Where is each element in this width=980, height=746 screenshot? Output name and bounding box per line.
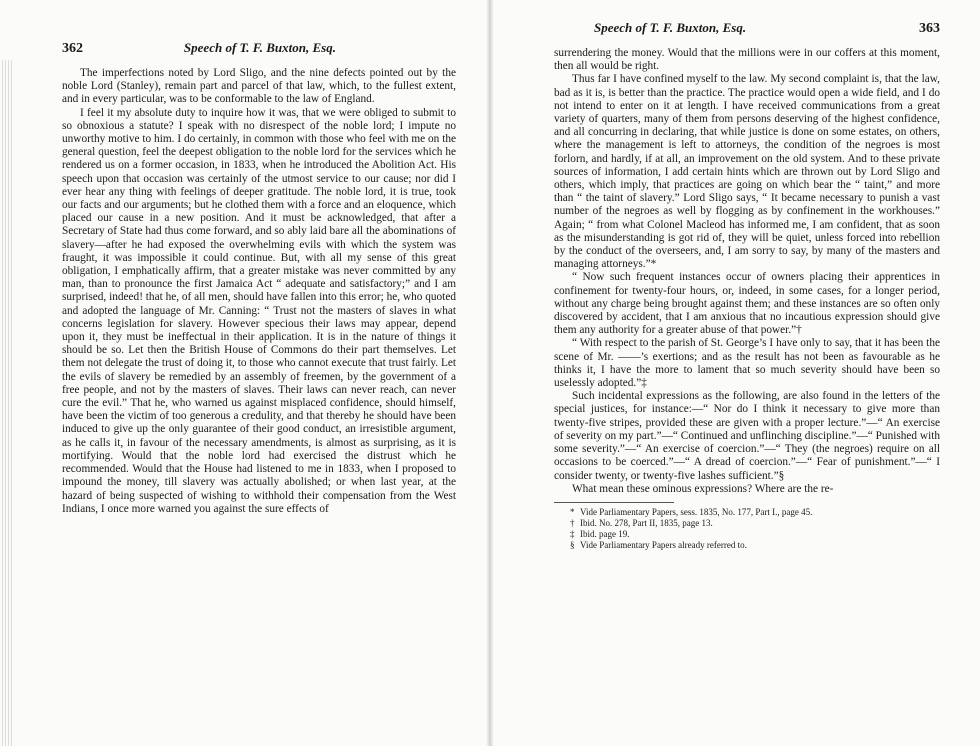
paragraph: What mean these ominous expressions? Where are the re-	[572, 482, 834, 495]
footnote-mark: †	[570, 517, 575, 528]
footnotes	[554, 507, 940, 551]
left-page-body	[62, 67, 456, 516]
footnote-text: Vide Parliamentary Papers, sess. 1835, No. 177, Part I., page 45.	[580, 506, 813, 517]
right-page-body	[554, 47, 940, 496]
right-page	[492, 0, 980, 746]
left-page-header	[62, 40, 456, 57]
running-title: Speech of T. F. Buxton, Esq.	[183, 40, 336, 55]
paragraph: Thus far I have confined myself to the law. My second complaint is, that the law, bad as it is, is better than the practice. The practice would open a wide field, and I do not intend to enter on it at length. I have received communications from a great variety of quarters, many of them from persons deserving of the highest confidence, and all concurring in declaring, that while justice is done on some estates, on others, where the management is left to attorneys, the condition of the negroes is most forlorn, and hardly, if at all, an improvement on the old system. And to these private sources of information, I add certain hints which are thrown out by Lord Sligo and others, which imply, that practices are going on which bear the “ taint,” and more than “ the taint of slavery.” Lord Sligo says, “ It became necessary to punish a vast number of the negroes as well by flogging as by confinement in the workhouses.” Again; “ from what Colonel Macleod has informed me, I am confident, that as soon as the misunderstanding is got rid of, they will be quiet, unless forced into rebellion by the conduct of the overseers, and, I am sorry to say, by many of the masters and managing attorneys.”*	[554, 73, 940, 271]
paragraph: I feel it my absolute duty to inquire how it was, that we were obliged to submit to so obnoxious a statute? I speak with no disrespect of the noble lord; I impute no unworthy motive to him. I do certainly, in common with those who feel with me on the general question, feel the deepest obligation to the noble lord for the services which he rendered us on a former occasion, in 1833, when he introduced the Abolition Act. His speech upon that occasion was certainly of the utmost service to our cause; nor did I ever hear any thing with feelings of deeper gratitude. The noble lord, it is true, took our facts and our arguments; but he clothed them with a force and an eloquence, which placed our cause in a new position. And it must be acknowledged, that after a Secretary of State had thus come forward, and so ably laid bare all the abominations of slavery—after he had exposed the overwhelming evils with which the system was fraught, it was impossible it could continue. But, with all my sense of this great obligation, I emphatically affirm, that a greater mistake was never committed by any man, than to pronounce the first Jamaica Act “ adequate and satisfactory;” and I am surprised, indeed! that he, of all men, should have fallen into this error; he, who quoted and adopted the language of Mr. Canning: “ Trust not the masters of slaves in what concerns legislation for slavery. However specious their laws may appear, depend upon it, they must be ineffectual in their application. It is in the nature of things it should be so. Let then the British House of Commons do their part themselves. Let them not delegate the trust of doing it, to those who cannot execute that trust fairly. Let the evils of slavery be remedied by an assembly of freemen, by the government of a free people, and not by the masters of slaves. Their laws can never reach, can never cure the evil.” That he, who warned us against misplaced confidence, should himself, have been the victim of too generous a credulity, and that thereby he should have been induced to give up the only guarantee of their good conduct, an irresistible argument, as he calls it, in favour of the necessary amendments, is almost as surprising, as it is mortifying. Would that the noble lord had exercised the distrust which he recommended. Would that the House had listened to me in 1833, when I proposed to impound the money, till slavery was actually abolished; or when last year, at the hazard of being suspected of wishing to withhold their compensation from the West Indians, I once more warned you against the sure effects of	[62, 106, 456, 515]
paragraph: The imperfections noted by Lord Sligo, and the nine defects pointed out by the noble Lord (Stanley), remain part and parcel of that law, which, to the fullest extent, and in every particular, was to be conformable to the law of England.	[62, 67, 456, 106]
paragraph: “ With respect to the parish of St. George’s I have only to say, that it has been the scene of Mr. ——’s exertions; and as the result has not been as favourable as he thinks it, I have the more to lament that so much severity should have been so uselessly adopted.”‡	[554, 337, 940, 390]
paragraph: surrendering the money. Would that the millions were in our coffers at this moment, then all would be right.	[554, 47, 940, 73]
footnote-mark: ‡	[570, 528, 575, 539]
footnote-text: Vide Parliamentary Papers already referred to.	[580, 539, 747, 550]
footnote	[570, 529, 940, 540]
right-page-header	[554, 20, 940, 37]
page-number: 363	[919, 21, 940, 36]
paragraph: “ Now such frequent instances occur of owners placing their apprentices in confinement for twenty-four hours, or, indeed, in some cases, for a longer period, without any charge being brought against them; and these instances are so often only discovered by accident, that I am anxious that no incautious expression should give them any authority for a greater abuse of that power.”†	[554, 271, 940, 337]
footnote	[570, 518, 940, 529]
footnote	[570, 507, 940, 518]
footnote	[570, 540, 940, 551]
footnote-text: Ibid. No. 278, Part II, 1835, page 13.	[580, 517, 713, 528]
paragraph: Such incidental expressions as the following, are also found in the letters of the special justices, for instance:—“ Nor do I think it necessary to give more than twenty-five stripes, provided these are given with a proper lecture.”—“ An exercise of severity on my part.”—“ Continued and unflinching discipline.”—“ Punished with some severity.”—“ An exercise of coercion.”—“ They (the negroes) require on all occasions to be coerced.”—“ A dread of coercion.”—“ Fear of punishment.”—“ I consider twenty, or twenty-five lashes sufficient.”§	[554, 390, 940, 482]
page-number: 362	[62, 41, 83, 56]
footnote-mark: *	[570, 506, 575, 517]
running-title: Speech of T. F. Buxton, Esq.	[594, 20, 747, 35]
footnote-text: Ibid. page 19.	[580, 528, 630, 539]
footnote-mark: §	[570, 539, 575, 550]
